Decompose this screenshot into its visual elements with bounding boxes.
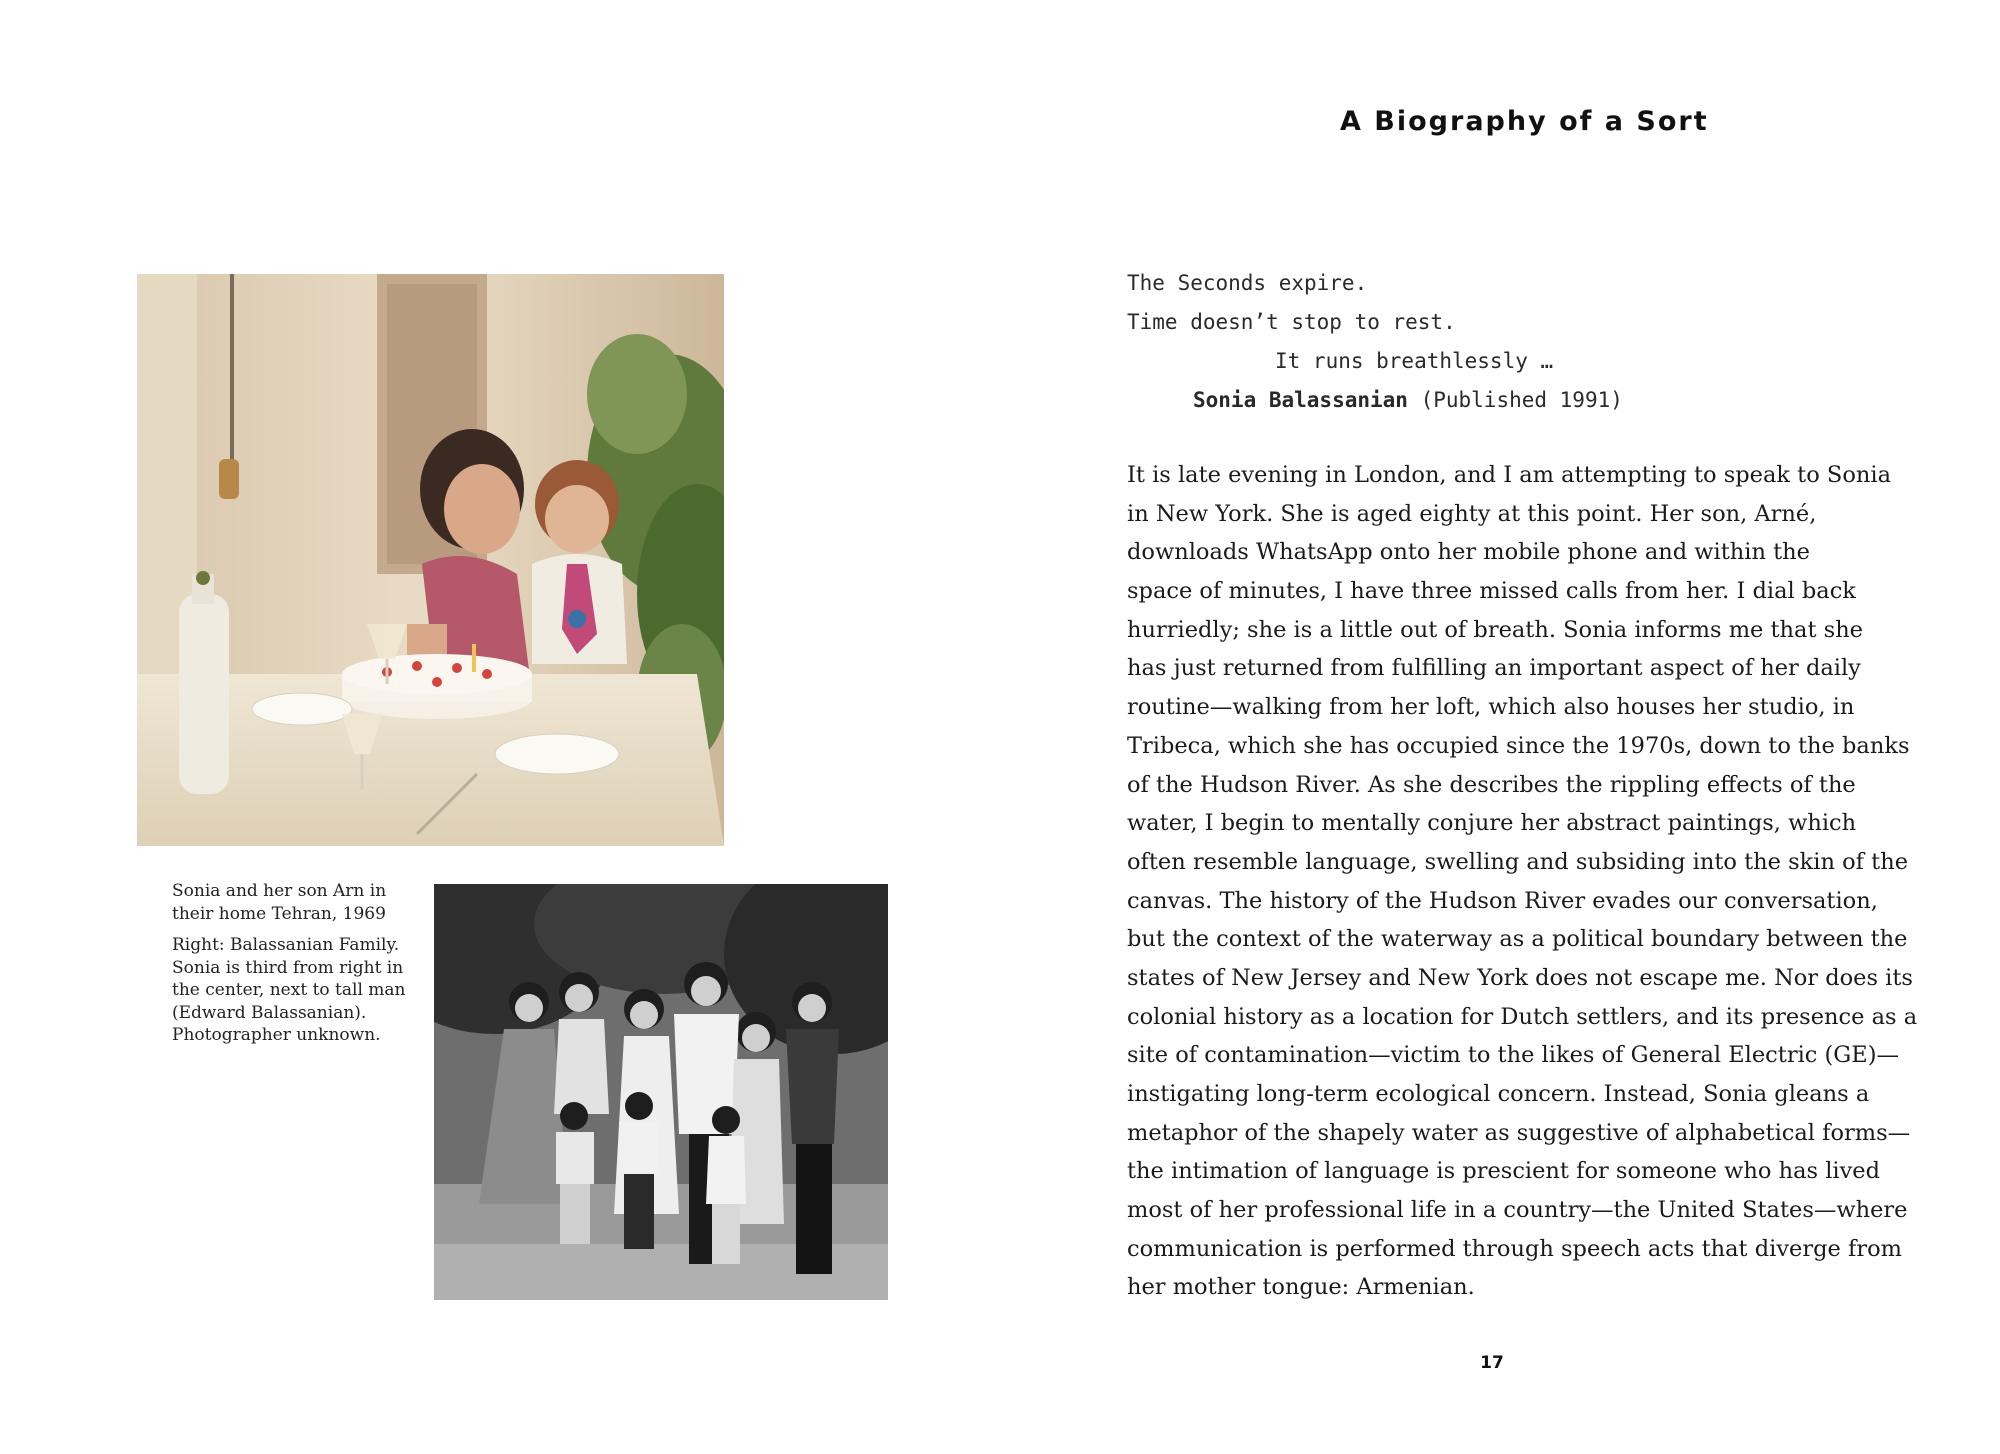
body-line: It is late evening in London, and I am attempting to speak to Sonia [1127,462,1891,488]
epigraph-poem [1127,264,1687,420]
body-line: downloads WhatsApp onto her mobile phone and within the [1127,539,1810,566]
body-line: her mother tongue: Armenian. [1127,1274,1475,1301]
caption-color-photo: Sonia and her son Arn in their home Tehran, 1969 [172,881,387,924]
page-number: 17 [1480,1353,1504,1373]
poem-author: Sonia Balassanian [1193,388,1408,412]
poem-source: (Published 1991) [1420,388,1623,412]
photo-family-group [434,884,888,1300]
body-line: metaphor of the shapely water as suggestive of alphabetical forms— [1127,1119,1911,1146]
body-line: instigating long-term ecological concern. Instead, Sonia gleans a [1127,1081,1870,1107]
body-line: space of minutes, I have three missed calls from her. I dial back [1127,578,1856,605]
body-line: of the Hudson River. As she describes the rippling effects of the [1127,771,1856,798]
body-line: has just returned from fulfilling an important aspect of her daily [1127,655,1861,682]
body-line: in New York. She is aged eighty at this point. Her son, Arné, [1127,500,1817,527]
body-line: but the context of the waterway as a political boundary between the [1127,926,1908,953]
body-line: canvas. The history of the Hudson River evades our conversation, [1127,887,1878,914]
body-line: colonial history as a location for Dutch settlers, and its presence as a [1127,1003,1918,1030]
poem-line: The Seconds expire. [1127,271,1368,295]
body-line: water, I begin to mentally conjure her abstract paintings, which [1127,810,1857,837]
caption-family-photo: Right: Balassanian Family. Sonia is third from right in the center, next to tall man (Edward Balassanian). Photographer unknown. [172,935,406,1045]
body-text [1127,456,1917,1307]
body-line: most of her professional life in a country—the United States—where [1127,1197,1908,1224]
photo-captions [172,880,412,1056]
body-line: hurriedly; she is a little out of breath. Sonia informs me that she [1127,616,1863,643]
body-line: communication is performed through speech acts that diverge from [1127,1235,1902,1262]
body-line: Tribeca, which she has occupied since the 1970s, down to the banks [1127,732,1910,759]
page-title: A Biography of a Sort [1340,106,1709,137]
body-line: site of contamination—victim to the likes of General Electric (GE)— [1127,1042,1899,1069]
body-line: the intimation of language is prescient for someone who has lived [1127,1158,1881,1185]
poem-attribution [1127,381,1687,420]
poem-line: Time doesn’t stop to rest. [1127,310,1456,334]
body-line: routine—walking from her loft, which also houses her studio, in [1127,694,1855,721]
body-line: states of New Jersey and New York does not escape me. Nor does its [1127,964,1913,991]
photo-mother-and-son [137,274,724,846]
body-line: often resemble language, swelling and subsiding into the skin of the [1127,848,1909,875]
poem-line: It runs breathlessly … [1275,349,1554,373]
